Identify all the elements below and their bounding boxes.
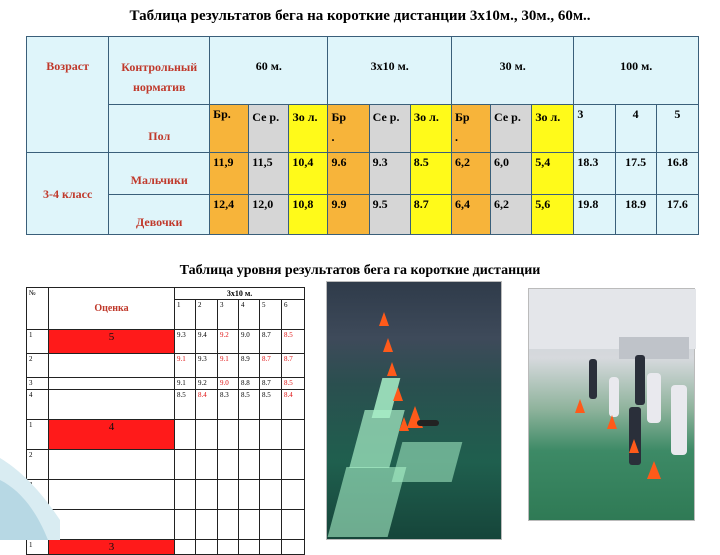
- girls-cell: 12,4: [210, 195, 249, 235]
- boys-cell: 5,4: [532, 153, 574, 195]
- result-cell: 8.5: [239, 390, 260, 420]
- girls-cell: 9.5: [369, 195, 410, 235]
- result-cell: 9.4: [196, 330, 218, 354]
- level-row: [27, 540, 305, 555]
- result-cell: [218, 480, 239, 510]
- sub-col: 6: [282, 300, 305, 330]
- row-number: 2: [27, 354, 49, 378]
- result-cell: 8.3: [218, 390, 239, 420]
- sub-col: 1: [175, 300, 196, 330]
- sub-br-3x10: Бр .: [328, 105, 369, 153]
- result-cell: 8.5: [282, 330, 305, 354]
- grade-mark: [49, 378, 175, 390]
- running-kids-photo: [528, 288, 695, 521]
- result-cell: [282, 450, 305, 480]
- girls-label: Девочки: [109, 195, 210, 235]
- grade-mark: [49, 354, 175, 378]
- result-cell: [196, 420, 218, 450]
- result-cell: 9.2: [218, 330, 239, 354]
- result-cell: [260, 510, 282, 540]
- sub-col: 5: [260, 300, 282, 330]
- boys-cell: 9.6: [328, 153, 369, 195]
- grade-mark: 5: [49, 330, 175, 354]
- sub-col: 4: [239, 300, 260, 330]
- result-cell: 9.3: [175, 330, 196, 354]
- girls-cell: 6,2: [491, 195, 532, 235]
- gym-cones-photo: [326, 281, 502, 540]
- result-cell: 8.5: [260, 390, 282, 420]
- sub-zo-30: Зо л.: [532, 105, 574, 153]
- girls-cell: 5,6: [532, 195, 574, 235]
- result-cell: 8.9: [239, 354, 260, 378]
- boys-cell: 8.5: [410, 153, 451, 195]
- row-number: 1: [27, 540, 49, 555]
- girls-cell: 17.6: [656, 195, 698, 235]
- sub-se-3x10: Се р.: [369, 105, 410, 153]
- result-cell: 8.5: [282, 378, 305, 390]
- result-cell: [282, 510, 305, 540]
- boys-cell: 6,2: [451, 153, 490, 195]
- sub-zo-60: Зо л.: [289, 105, 328, 153]
- result-cell: [196, 480, 218, 510]
- sub-zo-3x10: Зо л.: [410, 105, 451, 153]
- result-cell: 8.5: [175, 390, 196, 420]
- header-60m: 60 м.: [210, 37, 328, 105]
- row-number: 1: [27, 330, 49, 354]
- result-cell: [218, 540, 239, 555]
- header-30m: 30 м.: [451, 37, 573, 105]
- level-table: [26, 287, 305, 555]
- boys-cell: 9.3: [369, 153, 410, 195]
- grade-cell: 3-4 класс: [27, 153, 109, 235]
- result-cell: 9.0: [239, 330, 260, 354]
- level-row: [27, 390, 305, 420]
- girls-cell: 8.7: [410, 195, 451, 235]
- row-number: 4: [27, 390, 49, 420]
- result-cell: 9.1: [175, 354, 196, 378]
- grade-mark: [49, 450, 175, 480]
- girls-cell: 10,8: [289, 195, 328, 235]
- result-cell: [218, 450, 239, 480]
- sub-br-60: Бр.: [210, 105, 249, 153]
- result-cell: [239, 450, 260, 480]
- result-cell: 8.7: [282, 354, 305, 378]
- result-cell: [260, 540, 282, 555]
- results-table: [26, 36, 699, 235]
- boys-cell: 10,4: [289, 153, 328, 195]
- result-cell: [239, 420, 260, 450]
- result-cell: 9.1: [218, 354, 239, 378]
- level-row: [27, 420, 305, 450]
- result-cell: 9.2: [196, 378, 218, 390]
- sub-se-30: Се р.: [491, 105, 532, 153]
- result-cell: [196, 510, 218, 540]
- level-row: [27, 378, 305, 390]
- no-header: №: [27, 288, 49, 330]
- row-number: 2: [27, 450, 49, 480]
- second-title: Таблица уровня результатов бега га короткие дистанции: [179, 263, 541, 278]
- result-cell: [260, 480, 282, 510]
- boys-cell: 18.3: [574, 153, 615, 195]
- result-cell: 9.3: [196, 354, 218, 378]
- sub-br-30: Бр .: [451, 105, 490, 153]
- level-table-body: [27, 330, 305, 555]
- result-cell: [260, 450, 282, 480]
- header-3x10m: 3х10 м.: [175, 288, 305, 300]
- boys-cell: 16.8: [656, 153, 698, 195]
- sub-4-100: 4: [615, 105, 656, 153]
- grade-mark: [49, 390, 175, 420]
- grade-mark: [49, 510, 175, 540]
- result-cell: [175, 540, 196, 555]
- result-cell: [196, 540, 218, 555]
- result-cell: 9.1: [175, 378, 196, 390]
- grade-header: Оценка: [49, 288, 175, 330]
- sub-5-100: 5: [656, 105, 698, 153]
- sub-3-100: 3: [574, 105, 615, 153]
- result-cell: [282, 540, 305, 555]
- level-row: [27, 480, 305, 510]
- control-header: Контрольный норматив: [109, 37, 210, 105]
- result-cell: 8.7: [260, 354, 282, 378]
- grade-mark: [49, 480, 175, 510]
- sub-col: 3: [218, 300, 239, 330]
- result-cell: [282, 420, 305, 450]
- boys-label: Мальчики: [109, 153, 210, 195]
- sub-col: 2: [196, 300, 218, 330]
- girls-cell: 9.9: [328, 195, 369, 235]
- result-cell: 8.4: [196, 390, 218, 420]
- result-cell: [175, 450, 196, 480]
- level-row: [27, 510, 305, 540]
- result-cell: 8.8: [239, 378, 260, 390]
- result-cell: [175, 480, 196, 510]
- level-row: [27, 354, 305, 378]
- grade-mark: 4: [49, 420, 175, 450]
- boys-cell: 11,9: [210, 153, 249, 195]
- girls-cell: 19.8: [574, 195, 615, 235]
- result-cell: 9.0: [218, 378, 239, 390]
- result-cell: [260, 420, 282, 450]
- level-row: [27, 330, 305, 354]
- result-cell: [218, 420, 239, 450]
- result-cell: [282, 480, 305, 510]
- gender-header: Пол: [109, 105, 210, 153]
- girls-cell: 6,4: [451, 195, 490, 235]
- sub-se-60: Се р.: [249, 105, 289, 153]
- age-header: Возраст: [27, 37, 109, 153]
- result-cell: 8.4: [282, 390, 305, 420]
- header-3x10m: 3х10 м.: [328, 37, 451, 105]
- main-title: Таблица результатов бега на короткие дистанции 3х10м., 30м., 60м..: [129, 8, 591, 24]
- result-cell: 8.7: [260, 378, 282, 390]
- girls-cell: 12,0: [249, 195, 289, 235]
- grade-mark: 3: [49, 540, 175, 555]
- result-cell: [175, 420, 196, 450]
- girls-cell: 18.9: [615, 195, 656, 235]
- boys-cell: 11,5: [249, 153, 289, 195]
- boys-cell: 6,0: [491, 153, 532, 195]
- result-cell: [218, 510, 239, 540]
- level-row: [27, 450, 305, 480]
- result-cell: [239, 510, 260, 540]
- result-cell: 8.7: [260, 330, 282, 354]
- boys-cell: 17.5: [615, 153, 656, 195]
- slide-decoration: [0, 450, 60, 540]
- row-number: 3: [27, 378, 49, 390]
- result-cell: [239, 480, 260, 510]
- result-cell: [239, 540, 260, 555]
- header-100m: 100 м.: [574, 37, 699, 105]
- result-cell: [196, 450, 218, 480]
- row-number: 1: [27, 420, 49, 450]
- result-cell: [175, 510, 196, 540]
